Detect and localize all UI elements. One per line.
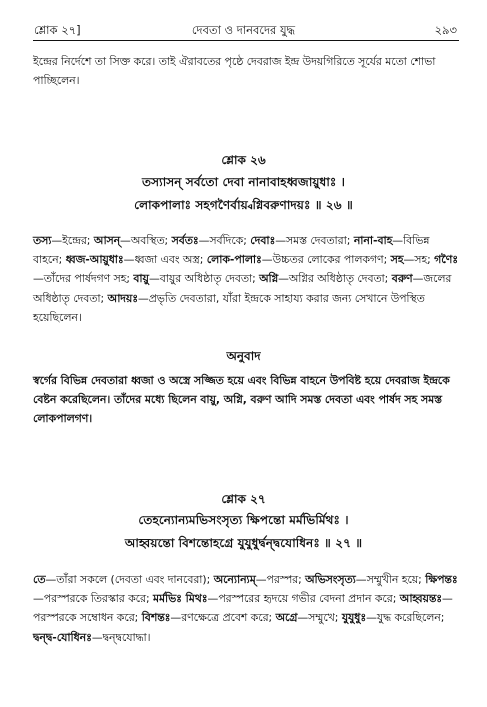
synonym-meaning: অগ্নির অধিষ্ঠাতৃ দেবতা;	[288, 272, 392, 286]
synonym-term: নানা-বাহ	[353, 234, 393, 247]
synonym-meaning: বায়ুর অধিষ্ঠাতৃ দেবতা;	[159, 272, 260, 286]
page-number: ২৯৩	[434, 23, 457, 37]
verse-27-synonyms: তে—তাঁরা সকলে (দেবতা এবং দানবেরা); অন্যোন্যম্—পরস্পর; অভিসংসৃত্য—সম্মুখীন হয়ে; ক্ষিপন্তঃ—পরস্পরকে তিরস্কার করে; মর্মভিঃ মিথঃ—পরস্পরের হৃদয়ে গভীর বেদনা প্রদান করে; আহ্বয়ন্তঃ—পরস্পরকে সম্বোধন করে; বিশন্তঃ—রণক্ষেত্রে প্রবেশ করে; অগ্রে—সম্মুখে; যুযুধুঃ—যুদ্ধ করেছিলেন; দ্বন্দ্ব-যোধিনঃ—দ্বন্দ্বযোদ্ধা।	[33, 573, 458, 644]
intro-paragraph: ইন্দ্রের নির্দেশে তা সিক্ত করে। তাই ঐরাবতের পৃষ্ঠে দেবরাজ ইন্দ্র উদয়গিরিতে সূর্যের মতো শোভা পাচ্ছিলেন।	[33, 55, 436, 88]
synonym-meaning: সম্মুখীন হয়ে;	[366, 573, 426, 586]
verse-27-line-2: আহ্বয়ন্তো বিশন্তোহগ্রে যুযুধুর্দ্বন্দ্বযোধিনঃ ॥ ২৭ ॥	[124, 536, 363, 550]
synonym-term: আসন্	[93, 234, 121, 247]
synonym-meaning: রণক্ষেত্রে প্রবেশ করে;	[181, 611, 276, 625]
synonym-meaning: অবস্থিত;	[130, 234, 172, 247]
synonym-term: যুযুধুঃ	[341, 611, 367, 625]
synonym-meaning: পরস্পরকে সম্বোধন করে;	[33, 611, 142, 625]
translation-heading: অনুবাদ	[226, 349, 261, 363]
synonym-meaning: পরস্পর;	[266, 573, 306, 586]
synonym-term: আদয়ঃ	[107, 291, 138, 305]
verse-26-heading: শ্লোক ২৬	[221, 153, 266, 167]
synonym-term: ধ্বজ-আয়ুধাঃ	[65, 253, 124, 267]
synonym-meaning: সমস্ত দেবতারা;	[286, 234, 354, 247]
synonym-meaning: উচ্চতর লোকের পালকগণ;	[272, 253, 391, 267]
synonym-meaning: তাঁদের পার্ষদগণ সহ;	[43, 272, 134, 286]
verse-26-line-2: লোকপালাঃ সহগণৈর্বায়্বগ্নিবরুণাদয়ঃ ॥ ২৬ ॥	[134, 198, 353, 212]
synonym-term: অগ্রে	[275, 611, 298, 625]
synonym-term: মর্মভিঃ মিথঃ	[153, 592, 208, 606]
verse-26-line-1: তস্যাসন্ সর্বতো দেবা নানাবাহধ্বজায়ুধাঃ ।	[141, 175, 346, 189]
verse-27-sanskrit	[0, 509, 487, 555]
header-verse-ref: শ্লোক ২৭]	[34, 23, 81, 37]
synonym-term: তে	[33, 573, 46, 586]
synonym-term: তস্য	[33, 234, 52, 247]
synonym-meaning: ইন্দ্রের;	[62, 234, 94, 247]
verse-27-heading: শ্লোক ২৭	[221, 492, 266, 506]
verse-26-sanskrit	[0, 171, 487, 217]
synonym-meaning: পরস্পরের হৃদয়ে গভীর বেদনা প্রদান করে;	[218, 592, 400, 606]
synonym-term: সহ	[390, 253, 404, 267]
verse-26-synonyms: তস্য—ইন্দ্রের; আসন্—অবস্থিত; সর্বতঃ—সর্বদিকে; দেবাঃ—সমস্ত দেবতারা; নানা-বাহ—বিভিন্ন বাহনে; ধ্বজ-আয়ুধাঃ—ধ্বজা এবং অস্ত্র; লোক-পালাঃ—উচ্চতর লোকের পালকগণ; সহ—সহ; গণৈঃ—তাঁদের পার্ষদগণ সহ; বায়ু—বায়ুর অধিষ্ঠাতৃ দেবতা; অগ্নি—অগ্নির অধিষ্ঠাতৃ দেবতা; বরুণ—জলের অধিষ্ঠাতৃ দেবতা; আদয়ঃ—প্রভৃতি দেবতারা, যাঁরা ইন্দ্রকে সাহায্য করার জন্য সেখানে উপস্থিত হয়েছিলেন।	[33, 234, 459, 324]
translation-text: স্বর্গের বিভিন্ন দেবতারা ধ্বজা ও অস্ত্রে সজ্জিত হয়ে এবং বিভিন্ন বাহনে উপবিষ্ট হয়ে দেবরাজ ইন্দ্রকে বেষ্টন করেছিলেন। তাঁদের মধ্যে ছিলেন বায়ু, অগ্নি, বরুণ আদি সমস্ত দেবতা এবং পার্ষদ সহ সমস্ত লোকপালগণ।	[33, 374, 450, 426]
synonym-meaning: ধ্বজা এবং অস্ত্র;	[134, 253, 207, 267]
synonym-term: গণৈঃ	[434, 253, 459, 267]
synonym-term: আহ্বয়ন্তঃ	[399, 592, 443, 606]
synonym-term: দেবাঃ	[250, 234, 276, 247]
synonym-term: বায়ু	[133, 272, 149, 286]
synonym-term: অভিসংসৃত্য	[305, 573, 356, 586]
synonym-meaning: প্রভৃতি দেবতারা, যাঁরা ইন্দ্রকে সাহায্য করার জন্য সেখানে উপস্থিত হয়েছিলেন।	[33, 291, 425, 324]
synonym-meaning: তাঁরা সকলে (দেবতা এবং দানবেরা);	[56, 573, 214, 586]
synonym-meaning: সহ;	[414, 253, 435, 267]
header-chapter-title: দেবতা ও দানবদের যুদ্ধ	[191, 23, 296, 37]
synonym-term: বরুণ	[391, 272, 413, 286]
synonym-meaning: জলের অধিষ্ঠাতৃ দেবতা;	[33, 272, 452, 305]
synonym-term: বিশন্তঃ	[141, 611, 171, 625]
synonym-term: অগ্নি	[259, 272, 279, 286]
synonym-term: ক্ষিপন্তঃ	[425, 573, 458, 586]
synonym-term: সর্বতঃ	[171, 234, 199, 247]
synonym-term: অন্যোন্যম্	[213, 573, 256, 586]
synonym-term: দ্বন্দ্ব-যোধিনঃ	[33, 630, 92, 644]
synonym-meaning: যুদ্ধ করেছিলেন;	[376, 611, 445, 625]
synonym-meaning: সম্মুখে;	[308, 611, 342, 625]
header-rule	[33, 40, 459, 41]
verse-27-line-1: তেহন্যোন্যমভিসংসৃত্য ক্ষিপন্তো মর্মভির্মিথঃ ।	[138, 513, 349, 527]
synonym-term: লোক-পালাঃ	[206, 253, 262, 267]
synonym-meaning: বিভিন্ন বাহনে;	[33, 234, 430, 267]
synonym-meaning: পরস্পরকে তিরস্কার করে;	[43, 592, 154, 606]
synonym-meaning: দ্বন্দ্বযোদ্ধা।	[102, 630, 151, 644]
synonym-meaning: সর্বদিকে;	[209, 234, 251, 247]
